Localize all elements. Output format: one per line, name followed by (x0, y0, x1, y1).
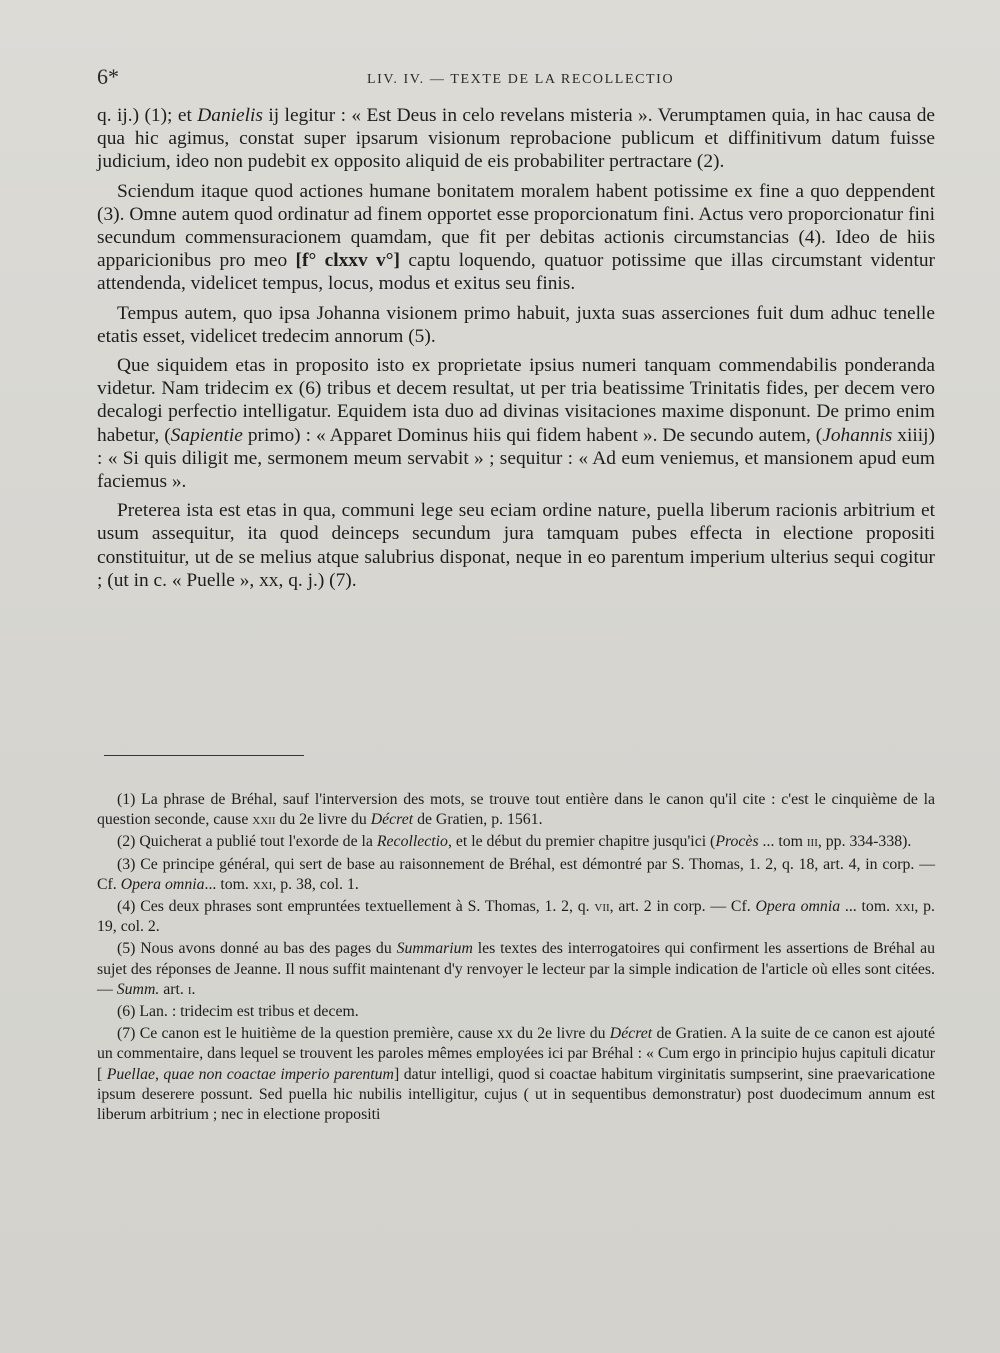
italic-ref: Danielis (197, 105, 263, 126)
page-header (97, 62, 930, 92)
roman-numeral: iii (806, 833, 818, 851)
roman-numeral: i (187, 980, 192, 998)
text-run: du 2e livre du (275, 811, 371, 829)
italic-ref: Opera omnia (755, 898, 841, 916)
text-run: Sciendum itaque quod actiones humane bonitatem moralem habent potissime ex fine a quo deppendent (3). Omne autem quod ordinatur ad finem opportet esse proporcionatum fini. Actus vero proporcionatur fini secundum commensuracionem quamdam, que fit per debitas actionis circumstancias (4). Ideo de hiis apparicionibus pro meo (97, 180, 935, 272)
text-run: , art. 2 in corp. — Cf. (609, 898, 756, 916)
paragraph-3: Tempus autem, quo ipsa Johanna visionem primo habuit, juxta suas asserciones fuit dum adhuc tenelle etatis esset, videlicet tredecim annorum (5). (97, 302, 935, 347)
italic-ref: Procès (715, 833, 759, 851)
footnote-1 (97, 790, 935, 830)
text-run: ] datur intelligi, quod si coactae habitum virginitatis sumpserint, sine praevaricatione ipsum deserere possunt. Sed puella hic nubilis intelligitur, cujus ( ut in sequentibus demonstratur) post duodecimum annum est liberum arbitrium ; nec in electione propositi (97, 1065, 935, 1124)
italic-ref: Décret (609, 1025, 653, 1043)
footnote-divider (104, 755, 304, 756)
text-run: , p. 38, col. 1. (272, 875, 359, 893)
paragraph-2 (97, 180, 935, 296)
folio-marker: [f° clxxv v°] (295, 250, 400, 272)
paragraph-4 (97, 354, 935, 493)
italic-ref: Puellae, quae non coactae imperio parentum (106, 1065, 394, 1083)
roman-numeral: xxii (252, 811, 276, 829)
text-run: . (191, 980, 196, 998)
italic-ref: Sapientie (170, 424, 243, 446)
text-run: (1) La phrase de Bréhal, sauf l'interversion des mots, se trouve tout entière dans le canon qu'il cite : c'est le cinquième de la question seconde, cause (97, 791, 935, 829)
roman-numeral: xxi (894, 898, 915, 916)
text-run: , pp. 334-338). (817, 833, 912, 851)
text-run: q. ij.) (1); et (97, 105, 198, 126)
footnote-2 (97, 832, 935, 852)
text-run: (2) Quicherat a publié tout l'exorde de la (117, 833, 377, 851)
footnote-5 (97, 939, 935, 1000)
footnote-6: (6) Lan. : tridecim est tribus et decem. (117, 1003, 359, 1021)
text-run: de Gratien, p. 1561. (413, 811, 543, 829)
roman-numeral: xxi (252, 875, 273, 893)
text-run: primo) : « Apparet Dominus hiis qui fidem habent ». De secundo autem, ( (242, 424, 823, 446)
text-run: art. (159, 980, 188, 998)
text-run: , et le début du premier chapitre jusqu'ici ( (447, 833, 716, 851)
roman-numeral: vii (594, 898, 610, 916)
text-run: (4) Ces deux phrases sont empruntées textuellement à S. Thomas, 1. 2, q. (117, 898, 595, 916)
footnote-4 (97, 897, 935, 937)
text-run: (5) Nous avons donné au bas des pages du (117, 940, 397, 958)
text-run: ... tom (758, 833, 807, 851)
text-run: (3) Ce principe général, qui sert de base au raisonnement de Bréhal, est démontré par S. Thomas, 1. 2, q. 18, art. 4, in corp. — Cf. (97, 855, 935, 893)
paragraph-5: Preterea ista est etas in qua, communi lege seu eciam ordine nature, puella liberum racionis arbitrium et usum assequitur, ita quod deinceps secundum jura tamquam pubes effecta in electione propositi constituitur, ut de se melius atque salubrius disponat, neque in eo parentum imperium ulterius sequi cogitur ; (ut in c. « Puelle », xx, q. j.) (7). (97, 500, 935, 591)
footnotes (97, 790, 935, 1127)
italic-ref: Summarium (396, 940, 473, 958)
footnote-7 (97, 1024, 935, 1125)
italic-ref: Recollectio (376, 833, 448, 851)
text-run: xiiij) : « Si quis diligit me, sermonem meum servabit » ; sequitur : « Ad eum veniemus, et mansionem apud eum faciemus ». (97, 424, 935, 493)
text-run: , p. 19, col. 2. (97, 898, 936, 936)
text-run: (7) Ce canon est le huitième de la question première, cause xx du 2e livre du (117, 1025, 610, 1043)
text-run: captu loquendo, quatuor potissime que illas circumstant videntur attendenda, videlicet tempus, locus, modus et exitus seu finis. (97, 250, 935, 295)
main-text (97, 104, 935, 598)
text-run: ... tom. (840, 898, 895, 916)
paragraph-1 (97, 104, 935, 174)
text-run: ... tom. (204, 875, 253, 893)
italic-ref: Décret (370, 811, 414, 829)
text-run: ij legitur : « Est Deus in celo revelans misteria ». Verumptamen quia, in hac causa de qua hic agimus, constat super ipsarum visionum reprobacione publicum et diffinitivum datum fuisse judicium, ideo non pudebit ex opposito aliquid de eis probabiliter pertractare (2). (97, 105, 935, 173)
footnote-3 (97, 855, 935, 895)
italic-ref: Summ. (116, 980, 160, 998)
italic-ref: Johannis (822, 424, 893, 446)
text-run: de Gratien. A la suite de ce canon est ajouté un commentaire, dans lequel se trouvent les paroles mêmes employées ici par Bréhal : « Cum ergo in principio hujus capituli dicatur [ (97, 1025, 935, 1083)
running-head: LIV. IV. — TEXTE DE LA RECOLLECTIO (367, 72, 675, 87)
text-run: Que siquidem etas in proposito isto ex proprietate ipsius numeri tanquam commendabilis ponderanda videtur. Nam tridecim ex (6) tribus et decem resultat, ut per tria beatissime Trinitatis fides, per decem vero decalogi perfectio intelligatur. Equidem ista duo ad divinas visitaciones maxime disponunt. De primo enim habetur, ( (97, 355, 935, 446)
page-number: 6* (97, 64, 119, 89)
text-run: les textes des interrogatoires qui confirment les assertions de Bréhal au sujet des réponses de Jeanne. Il nous suffit maintenant d'y renvoyer le lecteur par la simple indication de l'article où elles sont citées. — (97, 940, 935, 998)
italic-ref: Opera omnia (120, 875, 205, 893)
